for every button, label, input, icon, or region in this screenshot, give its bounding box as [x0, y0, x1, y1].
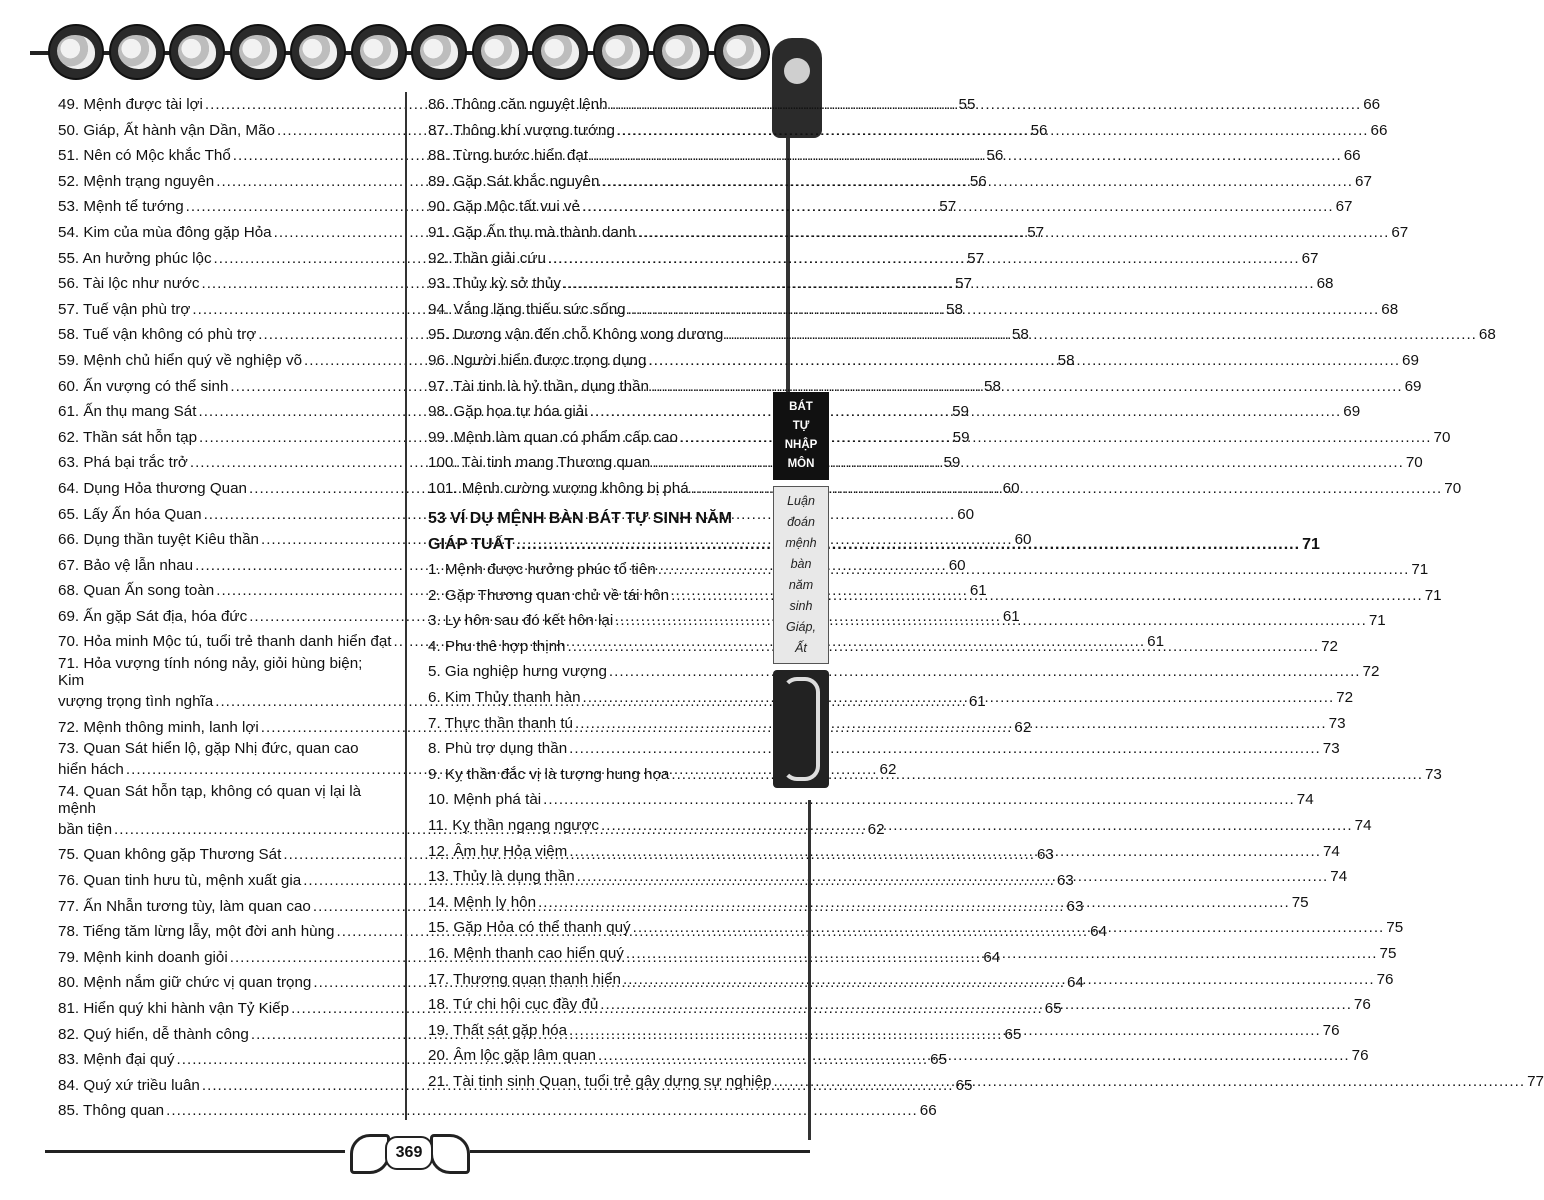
- toc-entry-title: 90. Gặp Mộc tất vui vẻ: [428, 198, 580, 216]
- leader-dots: [648, 348, 1400, 374]
- dog-icon: [653, 24, 709, 80]
- toc-entry-page: 57: [967, 249, 985, 267]
- toc-entry-title: 58. Tuế vận không có phù trợ: [58, 326, 257, 344]
- leader-dots: [601, 169, 1353, 195]
- toc-entry-title: 57. Tuế vận phù trợ: [58, 300, 191, 318]
- toc-entry-title: 62. Thần sát hỗn tạp: [58, 428, 198, 446]
- leader-dots: [548, 246, 1300, 272]
- footer-dragon-ornament-icon: [350, 1134, 390, 1174]
- toc-entry-page: 73: [1328, 714, 1346, 732]
- toc-entry-page: 70: [1444, 479, 1462, 497]
- toc-entry-page: 76: [1353, 996, 1371, 1014]
- toc-entry-title: 20. Âm lộc gặp lâm quan: [428, 1047, 597, 1065]
- toc-entry-page: 65: [1004, 1025, 1022, 1043]
- toc-entry-title: 65. Lấy Ấn hóa Quan: [58, 505, 202, 523]
- toc-entry-page: 67: [1301, 249, 1319, 267]
- toc-entry-page: 67: [1355, 172, 1372, 190]
- toc-entry-page: 60: [948, 556, 966, 574]
- leader-dots: [633, 915, 1385, 941]
- dragon-icon: [773, 670, 829, 788]
- toc-entry-page: 70: [1433, 428, 1451, 446]
- toc-entry-title: 49. Mệnh được tài lợi: [58, 96, 203, 113]
- leader-dots: [652, 450, 1404, 476]
- toc-entry-page: 75: [1291, 893, 1309, 911]
- chapter-side-tab: [773, 392, 829, 788]
- toc-entry-title: 13. Thủy là dụng thần: [428, 868, 575, 886]
- toc-entry-page: 57: [939, 198, 957, 216]
- toc-entry-title: hiển hách: [58, 761, 124, 779]
- toc-entry-title: 59. Mệnh chủ hiển quý về nghiệp võ: [58, 351, 303, 369]
- toc-entry-title: 4. Phu thê hợp thịnh: [428, 637, 566, 655]
- toc-entry-title: 83. Mệnh đại quý: [58, 1051, 175, 1069]
- toc-entry-page: 72: [1336, 689, 1354, 707]
- toc-entry-page: 65: [1044, 1000, 1062, 1017]
- toc-entry-title: 50. Giáp, Ất hành vận Dần, Mão: [58, 121, 275, 139]
- toc-entry-page: 56: [1030, 121, 1048, 139]
- leader-dots: [773, 1069, 1525, 1095]
- footer-rule-left: [45, 1150, 345, 1153]
- toc-entry-title: 14. Mệnh ly hôn: [428, 893, 537, 911]
- toc-entry-page: 61: [1002, 607, 1020, 625]
- toc-entry-title: 101. Mệnh cường vượng không bị phá: [428, 479, 689, 497]
- leader-dots: [638, 220, 1390, 246]
- side-tab-title-line: TỰ: [792, 420, 810, 432]
- toc-entry-page: 63: [1066, 897, 1084, 915]
- toc-entry-page: 63: [1036, 846, 1054, 864]
- side-tab-subtitle-line: năm: [788, 578, 814, 592]
- toc-entry[interactable]: [58, 1098, 937, 1124]
- toc-entry-page: 55: [958, 96, 976, 113]
- toc-entry-page: 69: [1343, 403, 1361, 421]
- toc-entry-title: bần tiện: [58, 820, 113, 838]
- toc-entry-title: 92. Thần giải cứu: [428, 249, 546, 267]
- toc-entry-title: 93. Thủy kỳ sở thủy: [428, 275, 561, 293]
- toc-entry-title: 81. Hiển quý khi hành vận Tỷ Kiếp: [58, 1000, 290, 1017]
- toc-entry-title: 75. Quan không gặp Thương Sát: [58, 846, 282, 864]
- toc-entry-page: 74: [1330, 868, 1348, 886]
- toc-entry-page: 56: [986, 147, 1004, 165]
- leader-dots: [567, 634, 1319, 660]
- footer-dragon-ornament-icon: [430, 1134, 470, 1174]
- toc-entry-page: 72: [1321, 637, 1338, 655]
- leader-dots: [575, 711, 1327, 737]
- leader-dots: [538, 890, 1290, 916]
- side-tab-subtitle-line: bàn: [790, 557, 812, 571]
- toc-entry-page: 71: [1424, 586, 1442, 604]
- toc-entry-title: 70. Hỏa minh Mộc tú, tuổi trẻ thanh danh hiển đạt: [58, 633, 392, 651]
- toc-entry-page: 57: [1027, 223, 1045, 241]
- toc-entry-page: 74: [1322, 842, 1340, 860]
- toc-entry-page: 56: [969, 172, 987, 190]
- toc-entry-title: 55. An hưởng phúc lộc: [58, 249, 212, 267]
- rat-icon: [48, 24, 104, 80]
- staff-decoration-lower: [808, 800, 811, 1140]
- toc-entry-page: 66: [1343, 147, 1361, 165]
- toc-entry-page: 58: [984, 377, 1001, 395]
- toc-entry-page: 57: [955, 275, 972, 293]
- toc-entry-page: 72: [1362, 663, 1380, 681]
- toc-entry-title: 79. Mệnh kinh doanh giỏi: [58, 948, 228, 966]
- toc-entry-title: 68. Quan Ấn song toàn: [58, 582, 215, 600]
- leader-dots: [617, 118, 1369, 144]
- toc-entry-title: 54. Kim của mùa đông gặp Hỏa: [58, 223, 272, 241]
- horse-icon: [411, 24, 467, 80]
- toc-entry-title: 64. Dụng Hỏa thương Quan: [58, 479, 247, 497]
- toc-entry-page: 60: [1002, 479, 1020, 497]
- toc-entry-page: 74: [1354, 817, 1372, 835]
- toc-entry-page: 73: [1424, 765, 1442, 783]
- toc-entry-page: 70: [1405, 454, 1423, 472]
- leader-dots: [601, 813, 1353, 839]
- toc-entry-title: 12. Âm hư Hỏa viêm: [428, 842, 568, 860]
- dragon-icon: [290, 24, 346, 80]
- toc-entry-page: 68: [1316, 275, 1334, 293]
- section-page-number: 71: [1302, 535, 1320, 553]
- toc-entry-title: vượng trọng tình nghĩa: [58, 693, 214, 711]
- toc-entry-page: 71: [1368, 612, 1386, 630]
- toc-entry-title: 67. Bảo vệ lẫn nhau: [58, 556, 194, 574]
- side-tab-subtitle-line: mệnh: [785, 536, 817, 550]
- toc-entry-title: 53. Mệnh tể tướng: [58, 198, 184, 216]
- column-divider: [405, 92, 407, 1120]
- toc-entry-page: 66: [1370, 121, 1388, 139]
- side-tab-title-line: NHẬP: [784, 439, 818, 451]
- leader-dots: [658, 557, 1410, 583]
- toc-entry-title: 96. Người hiển được trọng dụng: [428, 351, 647, 369]
- toc-entry-title: 15. Gặp Hỏa có thể thanh quý: [428, 919, 631, 937]
- side-tab-subtitle-line: Ất: [795, 641, 807, 655]
- toc-entry-title: 100. Tài tinh mang Thương quan: [428, 454, 651, 472]
- toc-entry[interactable]: [428, 659, 1380, 685]
- toc-entry-page: 60: [957, 505, 975, 523]
- side-tab-title-line: BÁT: [789, 401, 813, 413]
- side-tab-subtitle-line: sinh: [789, 599, 813, 613]
- toc-entry-page: 69: [1402, 351, 1419, 369]
- toc-entry-page: 76: [1322, 1021, 1340, 1039]
- side-tab-subtitle-line: Luận: [787, 494, 815, 508]
- toc-entry-title: 91. Gặp Ấn thụ mà thành danh: [428, 223, 636, 241]
- side-tab-subtitle: [773, 486, 829, 664]
- cat-icon: [230, 24, 286, 80]
- toc-entry-page: 68: [1478, 326, 1496, 344]
- toc-entry-page: 76: [1351, 1047, 1369, 1065]
- toc-entry-title: 56. Tài lộc như nước: [58, 275, 200, 293]
- side-tab-title-line: MÔN: [787, 458, 815, 470]
- toc-entry-page: 59: [952, 428, 970, 446]
- toc-entry-title: 98. Gặp họa tự hóa giải: [428, 403, 588, 421]
- toc-entry-title: 84. Quý xứ triều luân: [58, 1076, 200, 1094]
- toc-entry-title: 6. Kim Thủy thanh hàn: [428, 689, 581, 707]
- leader-dots: [516, 532, 1300, 558]
- toc-entry-title: 99. Mệnh làm quan có phẩm cấp cao: [428, 428, 678, 446]
- toc-entry-page: 62: [879, 761, 897, 779]
- toc-entry-title: 97. Tài tinh là hỷ thần, dụng thần: [428, 377, 649, 395]
- toc-entry-title: 18. Tứ chi hội cục đầy đủ: [428, 996, 599, 1014]
- monkey-icon: [532, 24, 588, 80]
- toc-entry-page: 64: [1090, 923, 1108, 941]
- section-heading-line1: 53 VÍ DỤ MỆNH BÀN BÁT TỰ SINH NĂM: [428, 509, 732, 527]
- toc-entry-page: 58: [1057, 351, 1075, 369]
- ox-icon: [109, 24, 165, 80]
- page-number: 369: [385, 1136, 433, 1170]
- leader-dots: [569, 1018, 1321, 1044]
- toc-entry-page: 64: [983, 948, 1001, 966]
- rooster-icon: [593, 24, 649, 80]
- toc-entry-title: 8. Phù trợ dụng thần: [428, 740, 568, 758]
- toc-entry-page: 66: [919, 1102, 937, 1120]
- section-heading-line2: GIÁP TUẤT: [428, 535, 514, 553]
- toc-entry-page: 59: [943, 454, 961, 472]
- toc-entry-title: 21. Tài tinh sinh Quan, tuổi trẻ gây dựng sự nghiệp: [428, 1072, 772, 1090]
- toc-entry-title: 78. Tiếng tăm lừng lẫy, một đời anh hùng: [58, 923, 335, 941]
- leader-dots: [590, 399, 1342, 425]
- toc-entry-title: 52. Mệnh trạng nguyên: [58, 172, 215, 190]
- toc-entry-title: 76. Quan tinh hưu tù, mệnh xuất gia: [58, 872, 302, 890]
- toc-entry-title: 11. Kỵ thần ngang ngược: [428, 817, 599, 835]
- toc-entry-title: 89. Gặp Sát khắc nguyên: [428, 172, 600, 190]
- toc-entry-title: 63. Phá bại trắc trở: [58, 454, 188, 472]
- toc-entry-page: 77: [1527, 1072, 1544, 1090]
- toc-entry-title: 82. Quý hiển, dễ thành công: [58, 1025, 249, 1043]
- leader-dots: [166, 1098, 918, 1124]
- side-tab-subtitle-line: Giáp,: [786, 620, 816, 634]
- toc-entry-title-line1: 71. Hỏa vượng tính nóng nảy, giỏi hùng biện; Kim: [58, 655, 363, 690]
- leader-dots: [623, 967, 1375, 993]
- goat-icon: [472, 24, 528, 80]
- toc-entry-page: 67: [1391, 223, 1409, 241]
- toc-entry-page: 66: [1363, 96, 1381, 113]
- toc-entry-page: 63: [1056, 872, 1074, 890]
- toc-entry-title: 3. Ly hôn sau đó kết hôn lại: [428, 612, 614, 630]
- toc-entry-title: 9. Kỵ thần đắc vị là tượng hung họa: [428, 765, 670, 783]
- toc-entry-title: 5. Gia nghiệp hưng vượng: [428, 663, 607, 681]
- toc-entry-title: 19. Thất sát gặp hóa: [428, 1021, 568, 1039]
- toc-entry-page: 68: [1381, 300, 1399, 318]
- side-tab-subtitle-line: đoán: [787, 515, 815, 529]
- leader-dots: [583, 685, 1335, 711]
- leader-dots: [600, 992, 1352, 1018]
- leader-dots: [725, 322, 1477, 348]
- leader-dots: [569, 839, 1321, 865]
- toc-entry[interactable]: [428, 787, 1314, 813]
- toc-entry-title: 1. Mệnh được hưởng phúc tổ tiên: [428, 561, 656, 579]
- toc-entry-title: 72. Mệnh thông minh, lanh lợi: [58, 718, 259, 736]
- toc-entry-title: 66. Dụng thần tuyệt Kiêu thần: [58, 531, 259, 549]
- toc-entry-page: 65: [955, 1076, 973, 1094]
- toc-entry-title: 7. Thực thần thanh tú: [428, 714, 573, 732]
- toc-entry-title: 61. Ấn thụ mang Sát: [58, 403, 197, 421]
- leader-dots: [598, 1043, 1350, 1069]
- toc-entry-title: 60. Ấn vượng có thể sinh: [58, 377, 229, 395]
- zodiac-banner: [30, 18, 770, 86]
- side-tab-title: [773, 392, 829, 480]
- snake-icon: [351, 24, 407, 80]
- toc-entry-page: 67: [1335, 198, 1353, 216]
- toc-entry-page: 61: [1147, 633, 1165, 651]
- leader-dots: [582, 194, 1334, 220]
- toc-entry-title: 16. Mệnh thanh cao hiển quý: [428, 945, 624, 962]
- leader-dots: [628, 297, 1380, 323]
- toc-entry[interactable]: [428, 736, 1340, 762]
- toc-entry-title: 80. Mệnh nắm giữ chức vị quan trọng: [58, 974, 312, 992]
- toc-entry-page: 61: [968, 693, 986, 711]
- toc-entry-title: 88. Từng bước hiển đạt: [428, 147, 589, 165]
- toc-entry-page: 58: [1011, 326, 1029, 344]
- toc-entry-title-line1: 73. Quan Sát hiển lộ, gặp Nhị đức, quan cao: [58, 740, 359, 758]
- toc-entry-page: 61: [969, 582, 987, 600]
- leader-dots: [610, 92, 1362, 118]
- toc-entry-title: 95. Dương vận đến chỗ Không vong dương: [428, 326, 724, 344]
- leader-dots: [626, 941, 1378, 967]
- toc-entry-title: 94. Vắng lặng thiếu sức sống: [428, 300, 626, 318]
- zodiac-icon-row: [48, 24, 770, 80]
- toc-entry-page: 62: [867, 820, 885, 838]
- toc-entry-page: 75: [1386, 919, 1404, 937]
- toc-entry-title: 2. Gặp Thương quan chủ về tái hôn: [428, 586, 670, 604]
- footer-rule-right: [470, 1150, 810, 1153]
- leader-dots: [609, 659, 1361, 685]
- toc-entry-page: 75: [1379, 945, 1397, 962]
- toc-entry-page: 62: [1014, 718, 1032, 736]
- toc-entry-page: 65: [930, 1051, 948, 1069]
- toc-entry-title: 10. Mệnh phá tài: [428, 791, 542, 809]
- toc-entry-page: 60: [1014, 531, 1032, 549]
- toc-entry-page: 69: [1404, 377, 1422, 395]
- toc-entry-title-line1: 74. Quan Sát hỗn tạp, không có quan vị lại là mệnh: [58, 782, 362, 817]
- toc-entry-title: 85. Thông quan: [58, 1102, 165, 1120]
- leader-dots: [590, 143, 1342, 169]
- tiger-icon: [169, 24, 225, 80]
- toc-entry-page: 73: [1322, 740, 1340, 758]
- leader-dots: [615, 608, 1367, 634]
- toc-entry-title: 77. Ấn Nhẫn tương tùy, làm quan cao: [58, 897, 311, 915]
- toc-entry-title: 17. Thương quan thanh hiển: [428, 970, 621, 988]
- toc-entry-page: 71: [1411, 561, 1429, 579]
- toc-entry-page: 64: [1066, 974, 1084, 992]
- toc-entry-page: 59: [952, 403, 969, 421]
- toc-entry-title: 87. Thông khí vượng tướng: [428, 121, 615, 139]
- toc-entry-title: 86. Thông căn nguyệt lệnh: [428, 96, 608, 113]
- toc-entry-page: 76: [1376, 970, 1394, 988]
- leader-dots: [577, 864, 1329, 890]
- pig-icon: [714, 24, 770, 80]
- toc-entry-title: 69. Ấn gặp Sát địa, hóa đức: [58, 607, 248, 625]
- leader-dots: [563, 271, 1315, 297]
- toc-entry-page: 74: [1296, 791, 1314, 809]
- leader-dots: [543, 787, 1295, 813]
- leader-dots: [651, 374, 1403, 400]
- toc-entry-title: 51. Nên có Mộc khắc Thổ: [58, 147, 231, 165]
- toc-entry-page: 58: [946, 300, 963, 318]
- leader-dots: [569, 736, 1321, 762]
